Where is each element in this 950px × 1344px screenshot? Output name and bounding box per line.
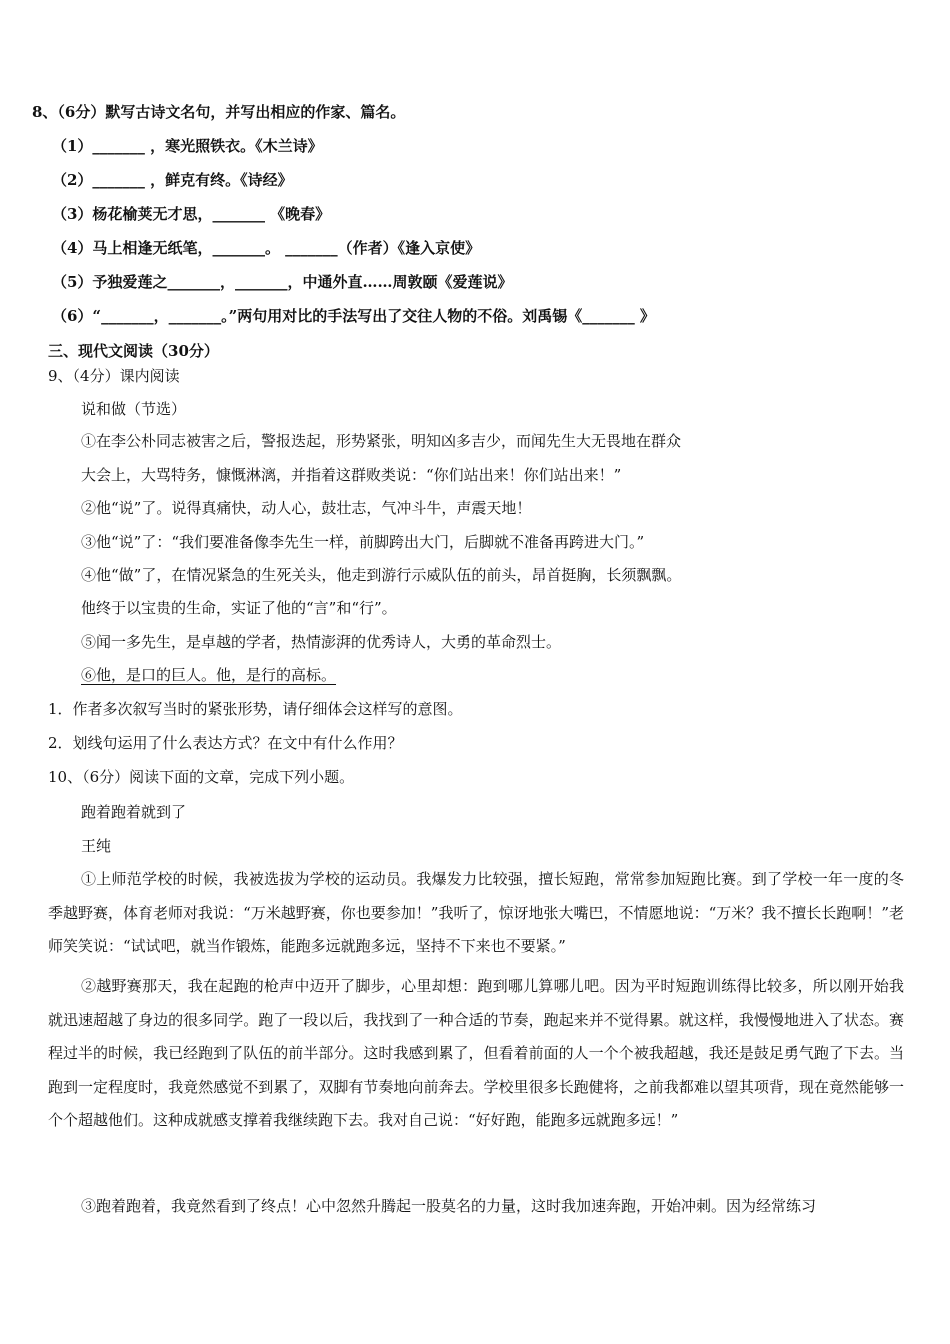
q9-question-1: 1．作者多次叙写当时的紧张形势，请仔细体会这样写的意图。 xyxy=(48,700,463,718)
q9-underlined-sentence: ⑥他，是口的巨人。他，是行的高标。 xyxy=(81,666,337,684)
q9-question-2: 2．划线句运用了什么表达方式？在文中有什么作用？ xyxy=(48,734,403,752)
q10-author: 王纯 xyxy=(81,837,112,855)
q9-stem: 9、（4分）课内阅读 xyxy=(48,367,180,385)
q10-paragraph-3: ③跑着跑着，我竟然看到了终点！心中忽然升腾起一股莫名的力量，这时我加速奔跑，开始冲刺。因为经常练习 xyxy=(81,1197,817,1215)
q9-line-3: ②他“说”了。说得真痛快，动人心，鼓壮志，气冲斗牛，声震天地！ xyxy=(81,499,532,517)
q8-item-1: （1）_______ ，寒光照铁衣。《木兰诗》 xyxy=(52,137,323,155)
section-heading: 三、现代文阅读（30分） xyxy=(48,342,219,360)
q8-item-2: （2）_______ ，鲜克有终。《诗经》 xyxy=(52,171,293,189)
q10-paragraph-2: ②越野赛那天，我在起跑的枪声中迈开了脚步，心里却想：跑到哪儿算哪儿吧。因为平时短跑训练得比较多，所以刚开始我就迅速超越了身边的很多同学。跑了一段以后，我找到了一种合适的节奏，跑起来并不觉得累。就这样，我慢慢地进入了状态。赛程过半的时候，我已经跑到了队伍的前半部分。这时我感到累了，但看着前面的人一个个被我超越，我还是鼓足勇气跑了下去。当跑到一定程度时，我竟然感觉不到累了，双脚有节奏地向前奔去。学校里很多长跑健将，之前我都难以望其项背，现在竟然能够一个个超越他们。这种成就感支撑着我继续跑下去。我对自己说：“好好跑，能跑多远就跑多远！” xyxy=(48,977,904,1129)
q10-title: 跑着跑着就到了 xyxy=(81,803,187,821)
q9-line-7: ⑤闻一多先生，是卓越的学者，热情澎湃的优秀诗人，大勇的革命烈士。 xyxy=(81,633,562,651)
q8-item-6: （6）“_______，_______。”两句用对比的手法写出了交往人物的不俗。刘禹锡《_______ 》 xyxy=(52,307,655,325)
q9-line-4: ③他“说”了：“我们要准备像李先生一样，前脚跨出大门，后脚就不准备再跨进大门。” xyxy=(81,533,645,551)
q9-line-2: 大会上，大骂特务，慷慨淋漓，并指着这群败类说：“你们站出来！你们站出来！” xyxy=(81,466,622,484)
q8-item-4: （4）马上相逢无纸笔，_______。 _______（作者）《逢入京使》 xyxy=(52,239,481,257)
q10-paragraph-1: ①上师范学校的时候，我被选拔为学校的运动员。我爆发力比较强，擅长短跑，常常参加短跑比赛。到了学校一年一度的冬季越野赛，体育老师对我说：“万米越野赛，你也要参加！”我听了，惊讶地张大嘴巴，不情愿地说：“万米？我不擅长长跑啊！”老师笑笑说：“试试吧，就当作锻炼，能跑多远就跑多远，坚持不下来也不要紧。” xyxy=(48,870,904,955)
q9-title: 说和做（节选） xyxy=(81,400,187,418)
q8-item-3: （3）杨花榆荚无才思，_______ 《晚春》 xyxy=(52,205,331,223)
q9-line-6: 他终于以宝贵的生命，实证了他的“言”和“行”。 xyxy=(81,599,397,617)
q10-stem: 10、（6分）阅读下面的文章，完成下列小题。 xyxy=(48,768,355,786)
q8-item-5: （5）予独爱莲之_______，_______，中通外直……周敦颐《爱莲说》 xyxy=(52,273,513,291)
q8-stem: 8、（6分）默写古诗文名句，并写出相应的作家、篇名。 xyxy=(32,103,406,121)
q9-line-5: ④他“做”了，在情况紧急的生死关头，他走到游行示威队伍的前头，昂首挺胸，长须飘飘。 xyxy=(81,566,682,584)
q9-line-1: ①在李公朴同志被害之后，警报迭起，形势紧张，明知凶多吉少，而闻先生大无畏地在群众 xyxy=(81,432,682,450)
